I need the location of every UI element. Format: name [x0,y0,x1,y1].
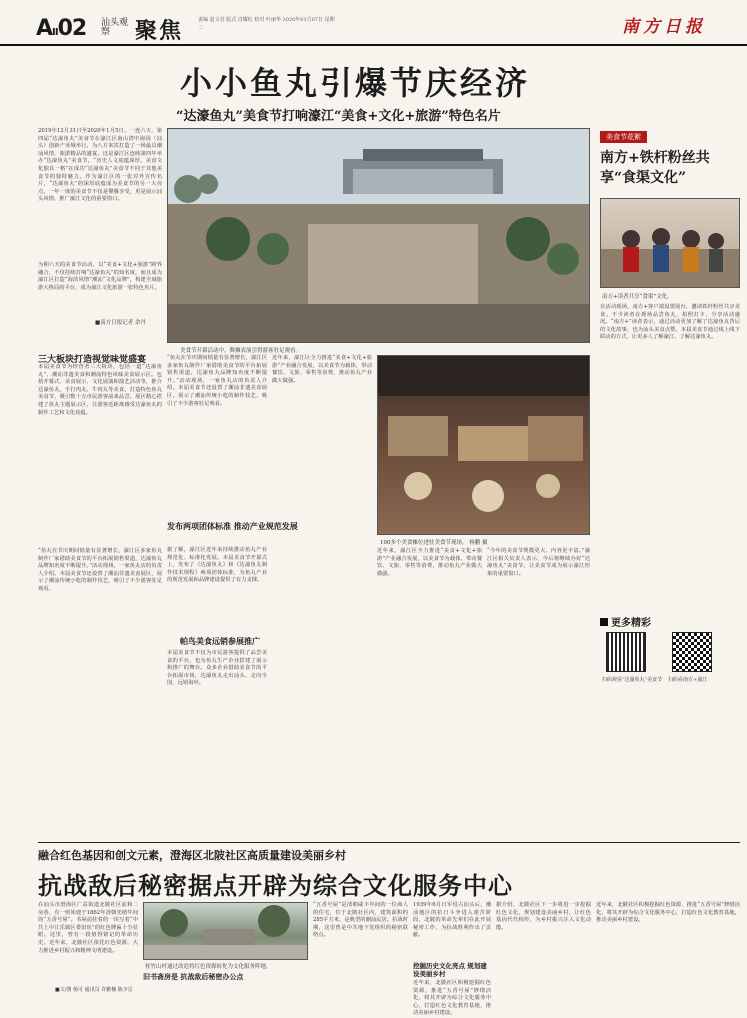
sidebar-photo-caption: 南方+读者共享“食渠”文化。 [602,294,673,300]
second-column-3: 1939年6月日军侵占汕头后，潮汕地区的抗日斗争进入艰苦阶段，北陂的革命先辈们在此开展秘密工作，为抗战胜利作出了贡献。 [413,902,491,939]
lead-subhead-2: 发布两项团体标准 推动产业规范发展 [167,521,298,531]
section-label: 聚焦 [135,18,184,44]
second-kicker: 融合红色基因和创文元素，澄海区北陂社区高质量建设美丽乡村 [38,849,346,862]
second-subhead-2: 挖掘历史文化亮点 规划建设美丽乡村 [413,962,487,978]
lead-column-3: “鱼丸在节庆期间销量有显著增长，濠江区多家鱼丸制作厂家借助美食节的平台拓展销售渠道，达濠鱼丸品牌知名度不断提升。”活动现场，一家鱼丸店的负责人介绍。本届美食节还设置了潮汕非遗美食展区，展示了潮汕传统小吃的制作技艺，吸引了不少游客驻足观看。 [167,355,267,407]
more-highlights-label: 更多精彩 [600,614,651,629]
lead-column-1b: 为期六天的美食节活动，以“美食+文化+旅游”跨界融合，不仅持续打响“达濠鱼丸”的知名度，而且成为濠江区打造“海滨风情”潮汕“文化品牌”，构建全域旅游大格局的平台，成为濠江文化旅游一张特色名片。 [38,262,162,291]
sidebar-headline: 南方+铁杆粉丝共享“食渠文化” [600,150,710,186]
lead-byline: ■南方日报记者 余丹 [95,320,146,326]
lead-column-1: 2019年12月31日至2020年1月5日，一连六天，第四届“达濠鱼丸”美食节在濠江区南山湾中海园（汕头）创新产业城举行，为八方来宾打造了一场最具潮汕风情、旅游精品的盛宴。这是濠江区连续第四年举办“达濠鱼丸”美食节。“历史人文底蕴深厚，美食文化独具一格”在成功“达濠鱼丸”美食节不同于其他美食节的独特魅力。作为濠江区的一张对外宣传名片，“达濠鱼丸”的深厚底蕴成为美食节的另一大亮点，一年一度的美食节不仅是饕餮享受，更是展示汕头风情、推广濠江文化的重要窗口。 [38,128,162,203]
lead-column-2b: “鱼丸在节庆期间销量有显著增长，濠江区多家鱼丸制作厂家借助美食节的平台拓展销售渠道，达濠鱼丸品牌知名度不断提升。”活动现场，一家鱼丸店的负责人介绍。本届美食节还设置了潮汕非遗美食展区，展示了潮汕传统小吃的制作技艺，吸引了不少游客驻足观看。 [38,548,162,592]
header-meta: 责编 赵文君 版式 肖耀红 校对 叶丽华 2020年01月07日 星期二 [198,17,335,31]
section-label-small: 汕头观察 [101,18,129,37]
sidebar-tag: 美食节花絮 [600,131,647,143]
lead-column-2: 本届美食节为经营者三大板块，包括一道“达濠鱼丸”、潮汕非遗美食和潮汕特色风味美食展示区。包括开幕式、美食展示、文化展演和演艺活动等，推介达濠鱼丸、手打肉丸、牛肉丸等美食，打造特色鱼丸美食节，吸引数十万市民游客前来品尝。展区精心搭建了鱼丸主题展示区，让游客近距离感受达濠鱼丸的制作工艺和文化底蕴。 [38,364,162,416]
food-stalls-illustration [378,356,589,534]
second-column-2: “五香号屋”是清朝咸丰年间的一位商人的住宅，位于北陂社区内，建筑面积约285平方米，是典型的潮汕民居。抗战时期，这里曾是中共地下党组织的秘密联络点。 [313,902,408,939]
second-column-5: 据介绍，北陂社区下一步将进一步挖掘红色文化，规划建设美丽乡村，让红色基因代代相传，为乡村振兴注入文化动能。 [496,902,591,931]
readers-group-illustration [601,199,739,287]
qr-code-2-label: 扫码看南方+濠江 [668,677,708,683]
lead-column-8: “今年的美食节规模更大、内容更丰富。”濠江区相关负责人表示，今后将继续办好“达濠鱼丸”美食节，让美食节成为展示濠江形象的重要窗口。 [487,548,590,577]
lead-subhead-3: 帕鸟美食远销参展推广 [180,636,260,646]
lead-column-5: 本届美食节不仅为市民游客提供了品尝美食的平台，也为鱼丸生产企业搭建了展示和推广的舞台。众多企业借助美食节的平台拓展市场，达濠鱼丸走出汕头、走向全国，远销海外。 [167,650,267,687]
lead-photo-2-caption: 100多个美食摊位进驻美食节现场。 杨鹏 摄 [380,540,488,546]
qr-code-1[interactable] [606,632,646,672]
lead-photo-caption: 美食节开幕活动中，舞狮表演引得游客驻足观看。 [180,348,302,354]
newspaper-masthead: 南方日报 [622,17,706,37]
courtyard-illustration [144,903,307,959]
lead-headline: 小小鱼丸引爆节庆经济 [180,64,531,102]
second-column-4: 近年来，北陂社区积极挖掘红色资源，推进“五香号屋”修缮活化，将其开辟为综合文化服务中心，打造红色文化教育基地，推动美丽乡村建设。 [413,980,491,1017]
second-photo-caption: 桂竹山村通过改造将红色资源转化为文化服务阵地。 [145,964,272,970]
lead-subheadline: “达濠鱼丸”美食节打响濠江“美食+文化+旅游”特色名片 [176,109,501,124]
second-subhead-1: 旧书斋房是 抗战敌后秘密办公点 [143,972,244,981]
second-column-6: 近年来，北陂社区积极挖掘红色资源，推进“五香号屋”修缮活化，将其开辟为综合文化服务中心，打造红色文化教育基地，推动美丽乡村建设。 [596,902,740,924]
second-column-1: 在汕头市澄海区广益街道北陂社区前和二房巷，有一座始建于1862年清朝光绪年间的“五香号屋”。书屋前挂着的一块写着“中共上中江乐镇区委旧址”的红色牌匾十分显眼。这里，曾有一段值得铭记的革命历史。近年来，北陂社区依托红色资源，大力推进乡村振兴和精神文明建设。 [38,902,138,954]
lead-column-6: 近年来，濠江区全力推进“美食+文化+旅游”产业融合发展，以美食节为载体，带动餐饮、文旅、零售等消费，推动鱼丸产业做大做强。 [272,355,372,384]
square-bullet-icon [600,618,608,626]
qr-code-2[interactable] [672,632,712,672]
lead-column-7: 近年来，濠江区全力推进“美食+文化+旅游”产业融合发展，以美食节为载体，带动餐饮、文旅、零售等消费，推动鱼丸产业做大做强。 [377,548,482,577]
second-photo [143,902,308,960]
section-divider [38,842,740,843]
page-number: AⅡ02 [36,16,87,41]
second-byline: ■文/图 杨可 通讯员 许雅楠 陈少岳 [55,987,133,993]
lead-photo [167,128,590,343]
festival-venue-illustration [168,129,589,342]
sidebar-photo [600,198,740,288]
second-headline: 抗战敌后秘密据点开辟为综合文化服务中心 [38,871,513,900]
lead-subhead-1: 三大板块打造视觉味觉盛宴 [38,355,147,365]
qr-code-1-label: 扫码观看“达濠鱼丸”美食节 [602,677,663,683]
lead-column-4: 据了解，濠江区近年来持续推动鱼丸产业规范化、标准化发展。本届美食节开幕式上，发布了《达濠鱼丸》和《达濠鱼丸制作技术规程》两项团体标准，为鱼丸产业的规范发展和品牌建设提供了有力支撑。 [167,547,267,584]
lead-photo-2 [377,355,590,535]
sidebar-text: 在活动现场，南方+客户端设置展台，邀请铁杆粉丝共享美食。不少读者在现场品尝鱼丸，拍照打卡，分享活动盛况。“南方+”读者表示，通过活动更加了解了达濠鱼丸背后的文化故事，也为汕头美食点赞。本届美食节通过线上线下联动的方式，让更多人了解濠江、了解达濠鱼丸。 [600,304,740,341]
